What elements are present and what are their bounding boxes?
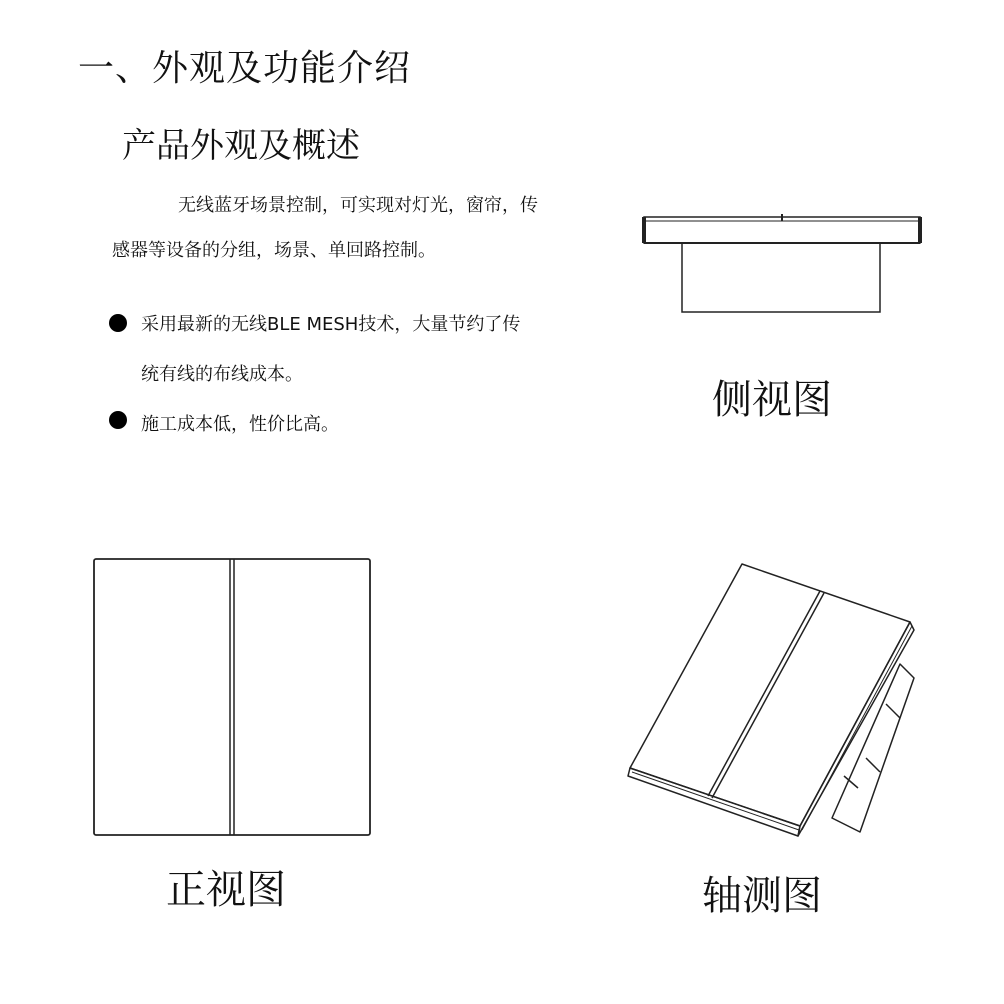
bullet-dot-icon	[109, 314, 127, 332]
bullet-1-line-1: 采用最新的无线BLE MESH技术，大量节约了传	[141, 314, 521, 335]
axonometric-view-caption: 轴测图	[702, 873, 822, 919]
bullet-dot-icon	[109, 411, 127, 429]
bullet-2-line-1: 施工成本低，性价比高。	[141, 414, 339, 435]
intro-line-2: 感器等设备的分组，场景、单回路控制。	[112, 240, 436, 261]
front-view-caption: 正视图	[166, 867, 286, 913]
intro-line-1: 无线蓝牙场景控制，可实现对灯光，窗帘，传	[178, 195, 538, 216]
section-title: 一、外观及功能介绍	[78, 48, 412, 89]
side-view-drawing	[636, 208, 928, 318]
axonometric-drawing	[624, 560, 920, 844]
front-view-drawing	[90, 555, 376, 841]
side-view-caption: 侧视图	[712, 377, 832, 423]
subtitle: 产品外观及概述	[122, 126, 360, 166]
bullet-1-line-2: 统有线的布线成本。	[141, 364, 303, 385]
